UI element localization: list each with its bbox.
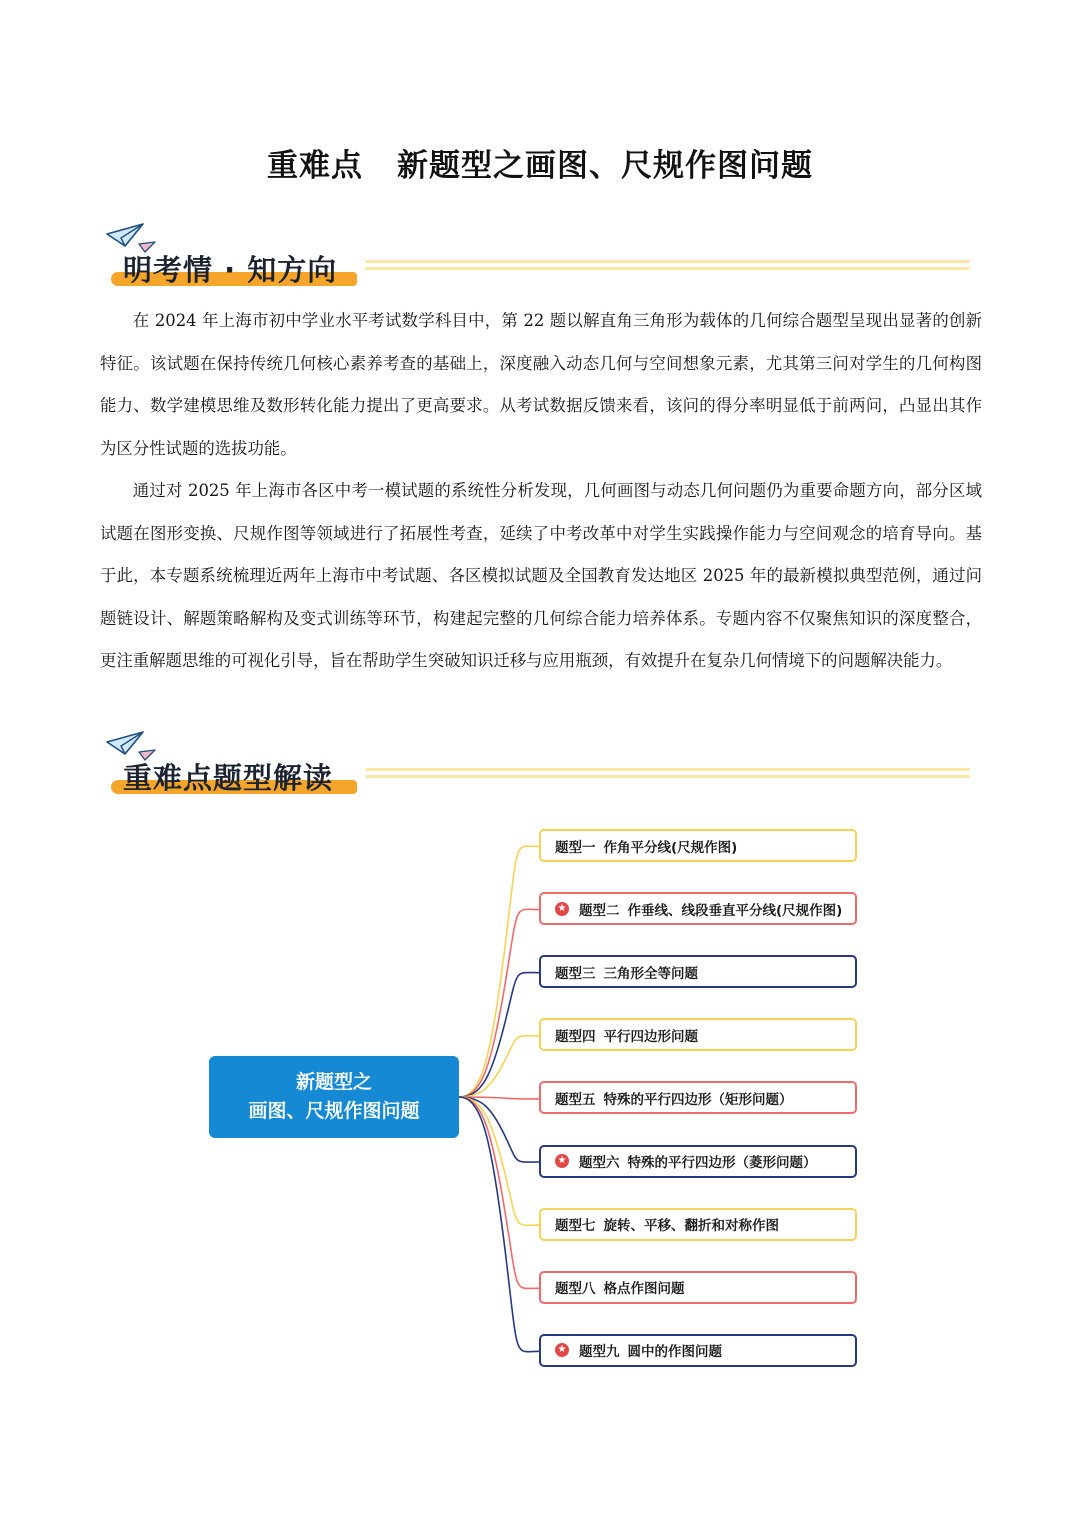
center-line-1: 新题型之 — [295, 1071, 372, 1093]
star-icon: ★ — [555, 1343, 569, 1357]
node-text: 作垂线、线段垂直平分线(尺规作图) — [627, 902, 843, 919]
mindmap-node-4 — [539, 1018, 857, 1051]
paragraph-1: 在 2024 年上海市初中学业水平考试数学科目中，第 22 题以解直角三角形为载体的几何综合题型呈现出显著的创新特征。该试题在保持传统几何核心素养考查的基础上，深度融入动态几何与空间想象元素，尤其第三问对学生的几何构图能力、数学建模思维及数形转化能力提出了更高要求。从考试数据反馈来看，该问的得分率明显低于前两问，凸显出其作为区分性试题的选拔功能。 — [100, 311, 982, 458]
node-text: 圆中的作图问题 — [627, 1344, 722, 1361]
mindmap-node-9 — [539, 1334, 857, 1367]
connector-9 — [459, 1097, 540, 1352]
section-heading: 重难点题型解读 — [123, 761, 334, 795]
node-text: 特殊的平行四边形（菱形问题） — [627, 1155, 817, 1171]
mindmap-node-5 — [539, 1081, 857, 1114]
node-text: 平行四边形问题 — [603, 1028, 698, 1045]
node-text: 特殊的平行四边形（矩形问题） — [603, 1091, 793, 1108]
page-title-part1: 重难点 — [267, 148, 363, 184]
mindmap-node-1 — [539, 829, 857, 862]
node-number: 题型二 — [579, 902, 620, 919]
star-icon: ★ — [555, 1154, 569, 1168]
node-number: 题型三 — [555, 965, 596, 982]
node-number: 题型一 — [555, 839, 596, 856]
connector-1 — [459, 846, 540, 1097]
node-number: 题型四 — [555, 1028, 596, 1045]
node-number: 题型六 — [579, 1155, 620, 1171]
mindmap-node-6 — [539, 1145, 857, 1178]
paragraph-2: 通过对 2025 年上海市各区中考一模试题的系统性分析发现，几何画图与动态几何问题仍为重要命题方向，部分区域试题在图形变换、尺规作图等领域进行了拓展性考查，延续了中考改革中对学生实践操作能力与空间观念的培育导向。基于此，本专题系统梳理近两年上海市中考试题、各区模拟试题及全国教育发达地区 2025 年的最新模拟典型范例，通过问题链设计、解题策略解构及变式训练等环节，构建起完整的几何综合能力培养体系。专题内容不仅聚焦知识的深度整合，更注重解题思维的可视化引导，旨在帮助学生突破知识迁移与应用瓶颈，有效提升在复杂几何情境下的问题解决能力。 — [100, 481, 982, 670]
node-text: 旋转、平移、翻折和对称作图 — [603, 1218, 779, 1235]
mindmap-node-3 — [539, 955, 857, 988]
node-text: 格点作图问题 — [603, 1281, 685, 1298]
node-number: 题型九 — [579, 1344, 620, 1361]
star-icon: ★ — [555, 902, 569, 916]
mindmap-node-8 — [539, 1271, 857, 1304]
node-text: 三角形全等问题 — [603, 965, 698, 982]
node-text: 作角平分线(尺规作图) — [603, 839, 738, 856]
node-number: 题型八 — [555, 1281, 596, 1298]
page-title-part2: 新题型之画图、尺规作图问题 — [397, 148, 813, 184]
node-number: 题型七 — [555, 1218, 596, 1235]
mindmap-center-node — [209, 1056, 459, 1138]
node-number: 题型五 — [555, 1091, 596, 1108]
center-line-2: 画图、尺规作图问题 — [248, 1100, 420, 1122]
mindmap-node-2 — [539, 892, 857, 925]
section-heading: 明考情 · 知方向 — [123, 253, 338, 287]
mindmap-node-7 — [539, 1208, 857, 1241]
